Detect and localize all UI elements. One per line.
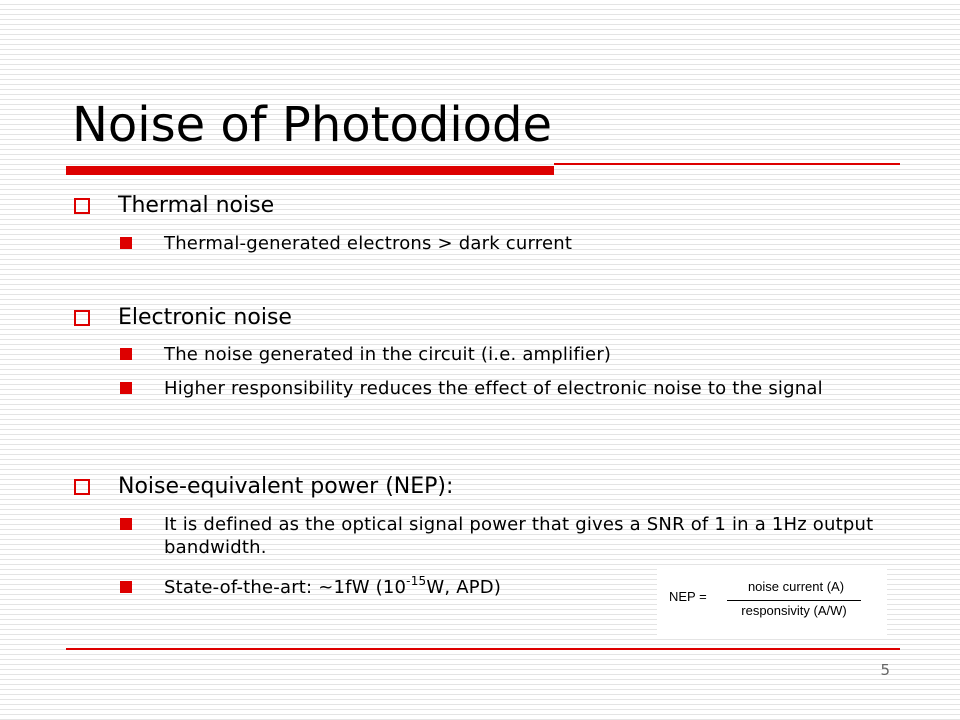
page-number: 5 [880,661,890,679]
exponent: -15 [406,574,427,588]
nep-formula [657,565,887,639]
hollow-square-bullet-icon [74,479,90,495]
square-bullet-icon [120,581,132,593]
page-title: Noise of Photodiode [72,97,553,153]
list-item: Higher responsibility reduces the effect of electronic noise to the signal [164,377,884,400]
title-underline [66,166,554,175]
square-bullet-icon [120,348,132,360]
square-bullet-icon [120,518,132,530]
section-heading-nep: Noise-equivalent power (NEP): [118,473,453,501]
formula-numerator: noise current (A) [747,579,845,594]
square-bullet-icon [120,237,132,249]
title-underline-thin [554,163,900,165]
footer-rule [66,648,900,650]
hollow-square-bullet-icon [74,310,90,326]
section-heading-electronic-noise: Electronic noise [118,304,292,332]
list-item: It is defined as the optical signal power that gives a SNR of 1 in a 1Hz output bandwidth. [164,513,884,559]
list-item: State-of-the-art: ~1fW ($10^{-15}W$, APD) [164,576,884,599]
list-item: Thermal-generated electrons > dark current [164,232,884,255]
formula-denominator: responsivity (A/W) [741,603,847,618]
list-item: The noise generated in the circuit (i.e. amplifier) [164,343,884,366]
hollow-square-bullet-icon [74,198,90,214]
square-bullet-icon [120,382,132,394]
formula-lhs: NEP = [669,589,707,604]
fraction-bar [727,600,861,601]
section-heading-thermal-noise: Thermal noise [118,192,274,220]
